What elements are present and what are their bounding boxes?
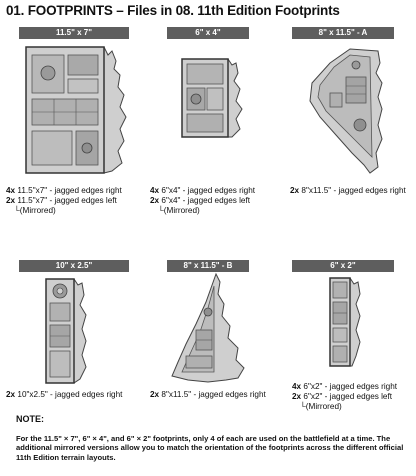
tile-8x11-5-b-description — [150, 390, 266, 400]
description-line: 2x 8"x11.5" - jagged edges right — [150, 390, 266, 399]
footprint-6x4-diagram — [176, 55, 252, 145]
footprint-8x11-5-b-diagram — [164, 272, 256, 384]
tile-11-5x7-description — [6, 186, 122, 216]
tile-label-11-5x7: 11.5" x 7" — [19, 27, 129, 39]
page-title: 01. FOOTPRINTS – Files in 08. 11th Edition Footprints — [6, 3, 340, 18]
description-line: 2x 6"x4" - jagged edges left — [150, 196, 251, 205]
tile-label-10x2-5: 10" x 2.5" — [19, 260, 129, 272]
tile-label-8x11-5-a: 8" x 11.5" - A — [292, 27, 394, 39]
footprint-10x2-5-diagram — [40, 275, 100, 387]
tile-label-6x2: 6" x 2" — [292, 260, 394, 272]
tile-6x4-description — [150, 186, 255, 216]
description-line: 4x 6"x4" - jagged edges right — [150, 186, 256, 195]
description-line: └(Mirrored) — [158, 206, 200, 215]
footprint-6x2-diagram — [326, 274, 366, 372]
tile-label-6x4: 6" x 4" — [167, 27, 249, 39]
tile-6x2-description — [292, 382, 397, 412]
description-line: 4x 6"x2" - jagged edges right — [292, 382, 398, 391]
footprint-8x11-5-a-diagram — [306, 47, 386, 175]
tile-8x11-5-a-description — [290, 186, 406, 196]
footprint-11-5x7-diagram — [20, 45, 132, 177]
note-heading: NOTE: — [16, 414, 44, 424]
tile-10x2-5-description — [6, 390, 122, 400]
description-line: └(Mirrored) — [14, 206, 56, 215]
description-line: 4x 11.5"x7" - jagged edges right — [6, 186, 122, 195]
description-line: 2x 6"x2" - jagged edges left — [292, 392, 393, 401]
note-text: For the 11.5" × 7", 6" × 4", and 6" × 2" footprints, only 4 of each are used on the battlefield at a time. The additional mirrored versions allow you to match the orientation of the footprints across the different official 11th Edition terrain layouts. — [16, 434, 404, 462]
description-line: 2x 8"x11.5" - jagged edges right — [290, 186, 406, 195]
tile-label-8x11-5-b: 8" x 11.5" - B — [167, 260, 249, 272]
description-line: 2x 10"x2.5" - jagged edges right — [6, 390, 123, 399]
description-line: 2x 11.5"x7" - jagged edges left — [6, 196, 117, 205]
description-line: └(Mirrored) — [300, 402, 342, 411]
